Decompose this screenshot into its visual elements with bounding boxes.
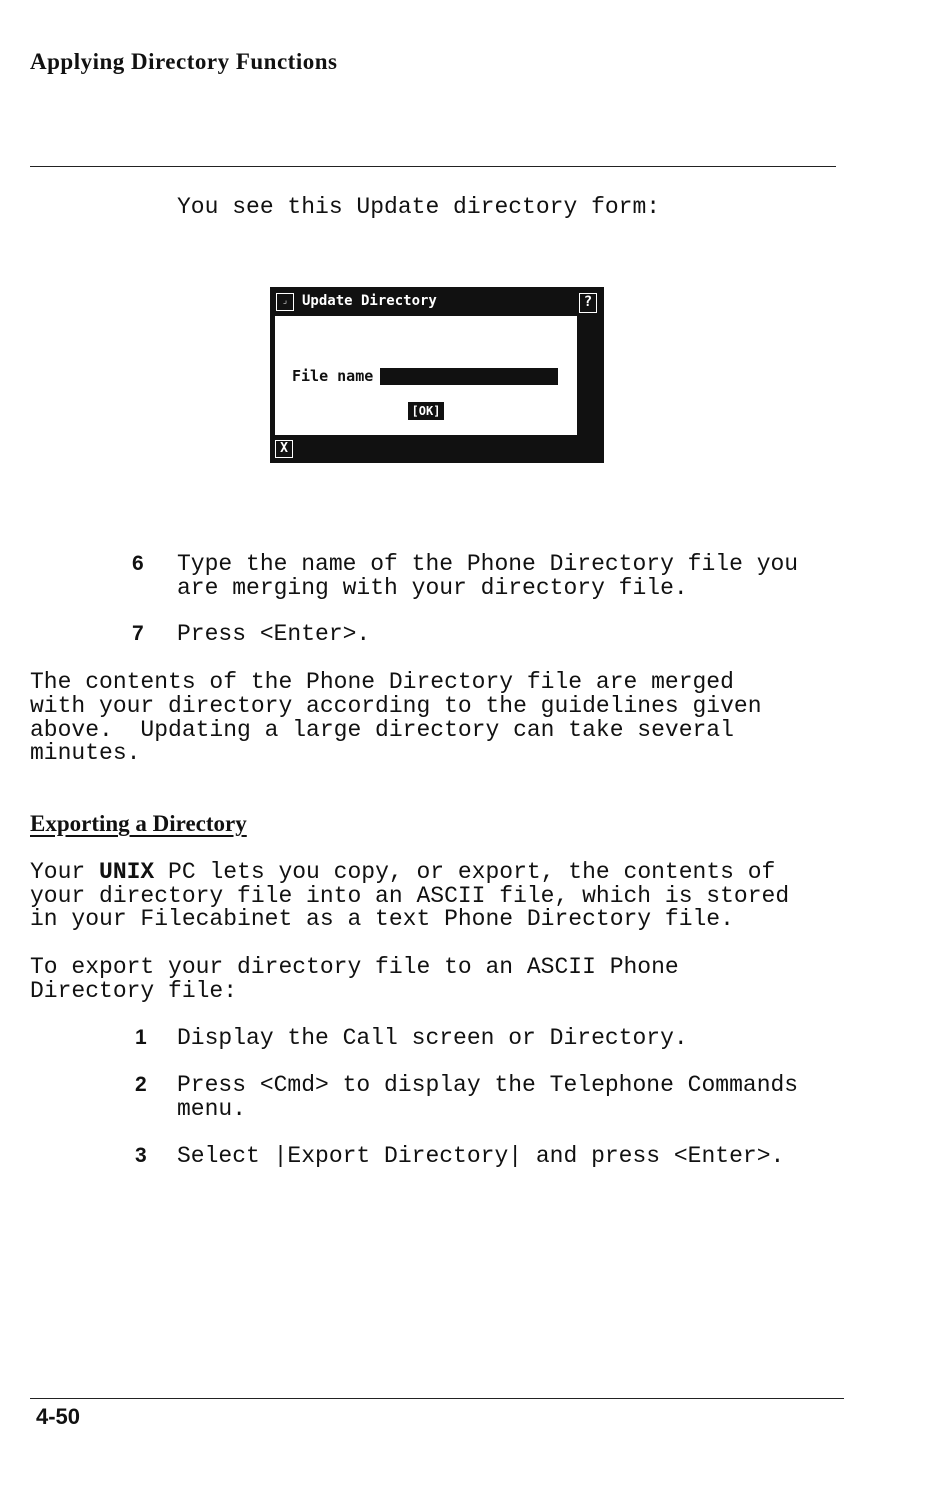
paragraph-line xyxy=(30,860,775,884)
step-text-line: Press <Enter>. xyxy=(177,621,371,647)
step-text-line: Press <Cmd> to display the Telephone Commands xyxy=(177,1072,799,1098)
step-number: 7 xyxy=(132,622,144,645)
paragraph-line: with your directory according to the guidelines given xyxy=(30,693,762,719)
text-run: Your xyxy=(30,859,100,885)
resize-corner-icon[interactable]: ⌟ xyxy=(276,293,294,311)
paragraph-line: To export your directory file to an ASCII Phone xyxy=(30,954,679,980)
step-number: 1 xyxy=(135,1026,147,1049)
paragraph-line: Directory file: xyxy=(30,978,238,1004)
step-text-line: Display the Call screen or Directory. xyxy=(177,1025,688,1051)
section-heading: Exporting a Directory xyxy=(30,811,247,836)
header-rule xyxy=(30,166,836,167)
close-icon[interactable]: X xyxy=(275,440,293,458)
step-number: 2 xyxy=(135,1073,147,1096)
step-text-line: Type the name of the Phone Directory file you xyxy=(177,551,799,577)
file-name-input[interactable] xyxy=(380,368,558,385)
dialog-bottom-bar xyxy=(272,437,602,461)
step-text-line: menu. xyxy=(177,1096,247,1122)
paragraph-line: in your Filecabinet as a text Phone Directory file. xyxy=(30,906,734,932)
text-run: PC lets you copy, or export, the contents of xyxy=(154,859,776,885)
footer-rule xyxy=(30,1398,844,1399)
update-directory-dialog xyxy=(270,287,604,463)
intro-text: You see this Update directory form: xyxy=(177,194,661,220)
step-number: 3 xyxy=(135,1144,147,1167)
step-number: 6 xyxy=(132,552,144,575)
paragraph-line: your directory file into an ASCII file, which is stored xyxy=(30,883,790,909)
paragraph-line: The contents of the Phone Directory file are merged xyxy=(30,669,734,695)
help-icon[interactable]: ? xyxy=(579,293,597,313)
page-header-title: Applying Directory Functions xyxy=(30,49,338,74)
dialog-scrollbar[interactable] xyxy=(578,315,602,437)
paragraph-line: minutes. xyxy=(30,740,141,766)
dialog-title-bar[interactable] xyxy=(272,289,602,315)
unix-bold-text: UNIX xyxy=(99,859,155,885)
step-text-line: are merging with your directory file. xyxy=(177,575,688,601)
file-name-label: File name xyxy=(292,367,374,385)
step-text-line: Select |Export Directory| and press <Enter>. xyxy=(177,1143,785,1169)
ok-button[interactable]: [OK] xyxy=(408,402,444,420)
page-number: 4-50 xyxy=(36,1404,81,1429)
dialog-title: Update Directory xyxy=(302,293,437,309)
paragraph-line: above. Updating a large directory can take several xyxy=(30,717,734,743)
